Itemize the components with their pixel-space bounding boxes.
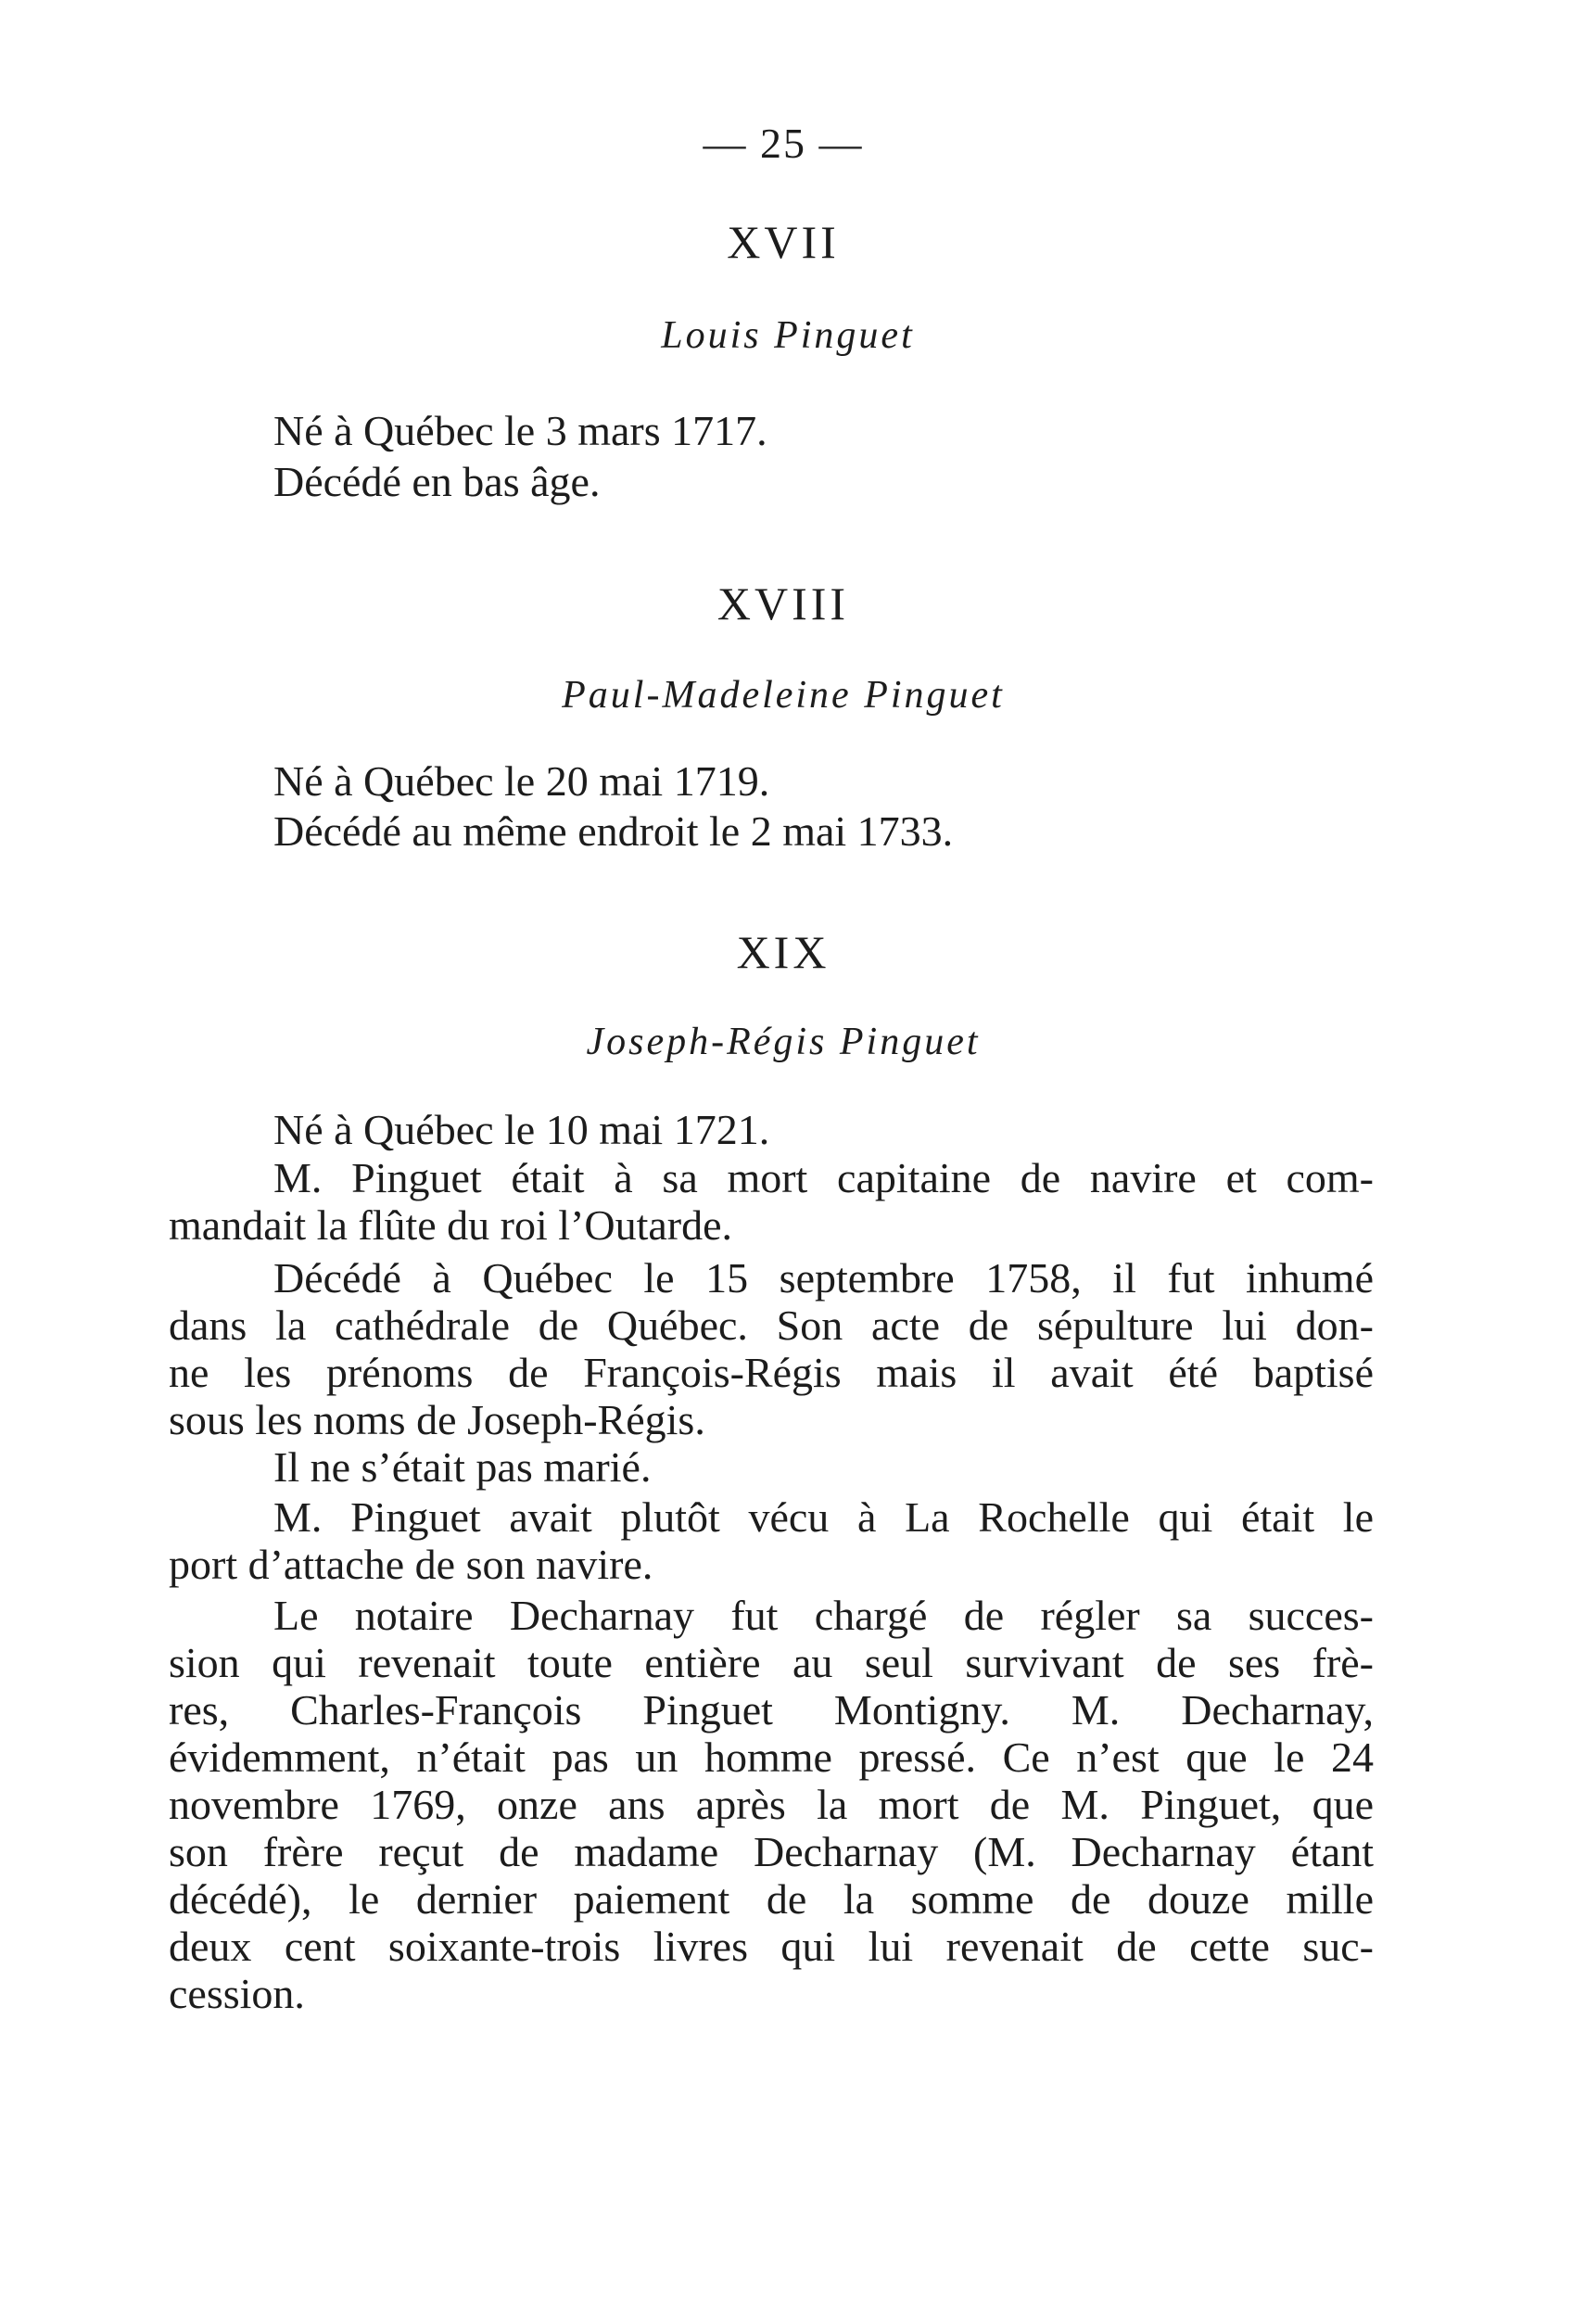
section-line: Né à Québec le 20 mai 1719. [273,757,770,805]
section-line: Né à Québec le 10 mai 1721. [273,1106,770,1153]
page-number: — 25 — [703,120,864,167]
text-line: évidemment, n’était pas un homme pressé. Ce n’est que le 24 [169,1733,1374,1781]
paragraph-captain [169,1154,1374,1249]
text-line: son frère reçut de madame Decharnay (M. Decharnay étant [169,1828,1374,1875]
section-name-louis: Louis Pinguet [661,314,915,357]
section-name-joseph-regis: Joseph-Régis Pinguet [586,1021,981,1063]
text-line: Décédé à Québec le 15 septembre 1758, il fut inhumé [273,1254,1374,1302]
text-line: mandait la flûte du roi l’Outarde. [169,1201,733,1249]
section-numeral-xviii: XVIII [716,578,850,629]
text-line: novembre 1769, onze ans après la mort de M. Pinguet, que [169,1781,1374,1828]
text-line: port d’attache de son navire. [169,1541,653,1588]
text-line: deux cent soixante-trois livres qui lui revenait de cette suc- [169,1923,1374,1970]
paragraph-death [169,1254,1374,1443]
section-name-paul-madeleine: Paul-Madeleine Pinguet [562,674,1005,717]
paragraph-la-rochelle [169,1493,1374,1588]
text-line: ne les prénoms de François-Régis mais il avait été baptisé [169,1349,1374,1396]
text-line: M. Pinguet était à sa mort capitaine de navire et com- [273,1154,1374,1201]
section-line: Né à Québec le 3 mars 1717. [273,407,767,454]
text-line: M. Pinguet avait plutôt vécu à La Rochelle qui était le [273,1493,1374,1541]
text-line: res, Charles-François Pinguet Montigny. M. Decharnay, [169,1686,1374,1733]
text-line: Il ne s’était pas marié. [273,1443,652,1491]
text-line: décédé), le dernier paiement de la somme de douze mille [169,1875,1374,1923]
paragraph-succession [169,1592,1374,2017]
text-line: cession. [169,1970,305,2017]
text-line: sion qui revenait toute entière au seul survivant de ses frè- [169,1639,1374,1686]
text-line: dans la cathédrale de Québec. Son acte de sépulture lui don- [169,1302,1374,1349]
section-line: Décédé au même endroit le 2 mai 1733. [273,807,954,855]
section-numeral-xvii: XVII [727,216,840,268]
section-line: Décédé en bas âge. [273,458,601,505]
paragraph-unmarried [169,1443,1374,1491]
text-line: Le notaire Decharnay fut chargé de régler sa succes- [273,1592,1374,1639]
section-numeral-xix: XIX [736,926,831,978]
text-line: sous les noms de Joseph-Régis. [169,1396,705,1443]
